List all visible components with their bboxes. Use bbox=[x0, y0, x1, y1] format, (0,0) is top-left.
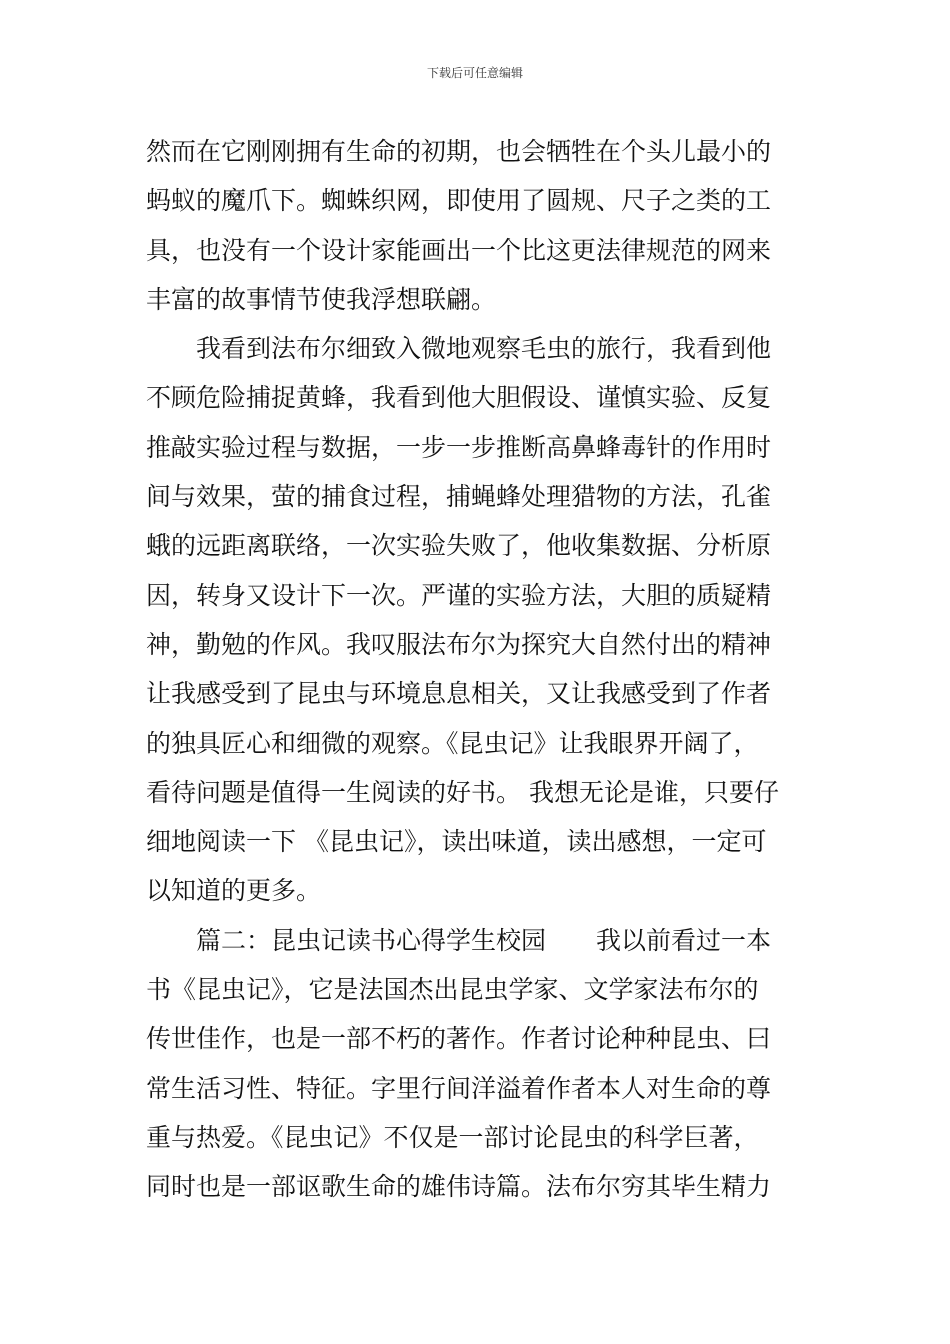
text-line: 间与效果，萤的捕食过程，捕蝇蜂处理猎物的方法，孔雀 bbox=[146, 482, 772, 512]
text-line: 重与热爱。《昆虫记》不仅是一部讨论昆虫的科学巨著， bbox=[146, 1122, 759, 1152]
text-line: 不顾危险捕捉黄蜂，我看到他大胆假设、谨慎实验、反复 bbox=[146, 383, 772, 413]
text-line: 同时也是一部讴歌生命的雄伟诗篇。法布尔穷其毕生精力 bbox=[146, 1172, 772, 1202]
text-line: 然而在它刚刚拥有生命的初期，也会牺牲在个头儿最小的 bbox=[146, 137, 772, 166]
text-line: 书《昆虫记》，它是法国杰出昆虫学家、文学家法布尔的 bbox=[146, 975, 759, 1005]
text-line: 细地阅读一下 《昆虫记》，读出味道，读出感想，一定可 bbox=[146, 827, 767, 857]
text-line: 推敲实验过程与数据，一步一步推断高鼻蜂毒针的作用时 bbox=[146, 432, 772, 462]
text-line: 丰富的故事情节使我浮想联翩。 bbox=[146, 284, 497, 314]
text-line: 具，也没有一个设计家能画出一个比这更法律规范的网来 bbox=[146, 235, 772, 265]
text-line: 以知道的更多。 bbox=[146, 876, 322, 906]
text-line: 让我感受到了昆虫与环境息息相关，又让我感受到了作者 bbox=[146, 679, 772, 709]
text-line: 传世佳作，也是一部不朽的著作。作者讨论种种昆虫、曰 bbox=[146, 1024, 772, 1054]
text-line: 看待问题是值得一生阅读的好书。 我想无论是谁，只要仔 bbox=[146, 777, 779, 807]
text-line: 神，勤勉的作风。我叹服法布尔为探究大自然付出的精神 bbox=[146, 629, 772, 659]
text-line: 因，转身又设计下一次。严谨的实验方法，大胆的质疑精 bbox=[146, 580, 772, 610]
page-header-note: 下载后可任意编辑 bbox=[426, 66, 523, 80]
text-line: 常生活习性、特征。字里行间洋溢着作者本人对生命的尊 bbox=[146, 1073, 772, 1103]
text-line: 的独具匠心和细微的观察。《昆虫记》让我眼界开阔了， bbox=[146, 728, 759, 758]
text-line: 我看到法布尔细致入微地观察毛虫的旅行，我看到他 bbox=[146, 334, 772, 364]
document-body bbox=[146, 127, 810, 1212]
text-line: 篇二：昆虫记读书心得学生校园 我以前看过一本 bbox=[146, 925, 772, 955]
text-line: 蛾的远距离联络，一次实验失败了，他收集数据、分析原 bbox=[146, 531, 772, 561]
text-line: 蚂蚁的魔爪下。蜘蛛织网，即使用了圆规、尺子之类的工 bbox=[146, 186, 772, 216]
